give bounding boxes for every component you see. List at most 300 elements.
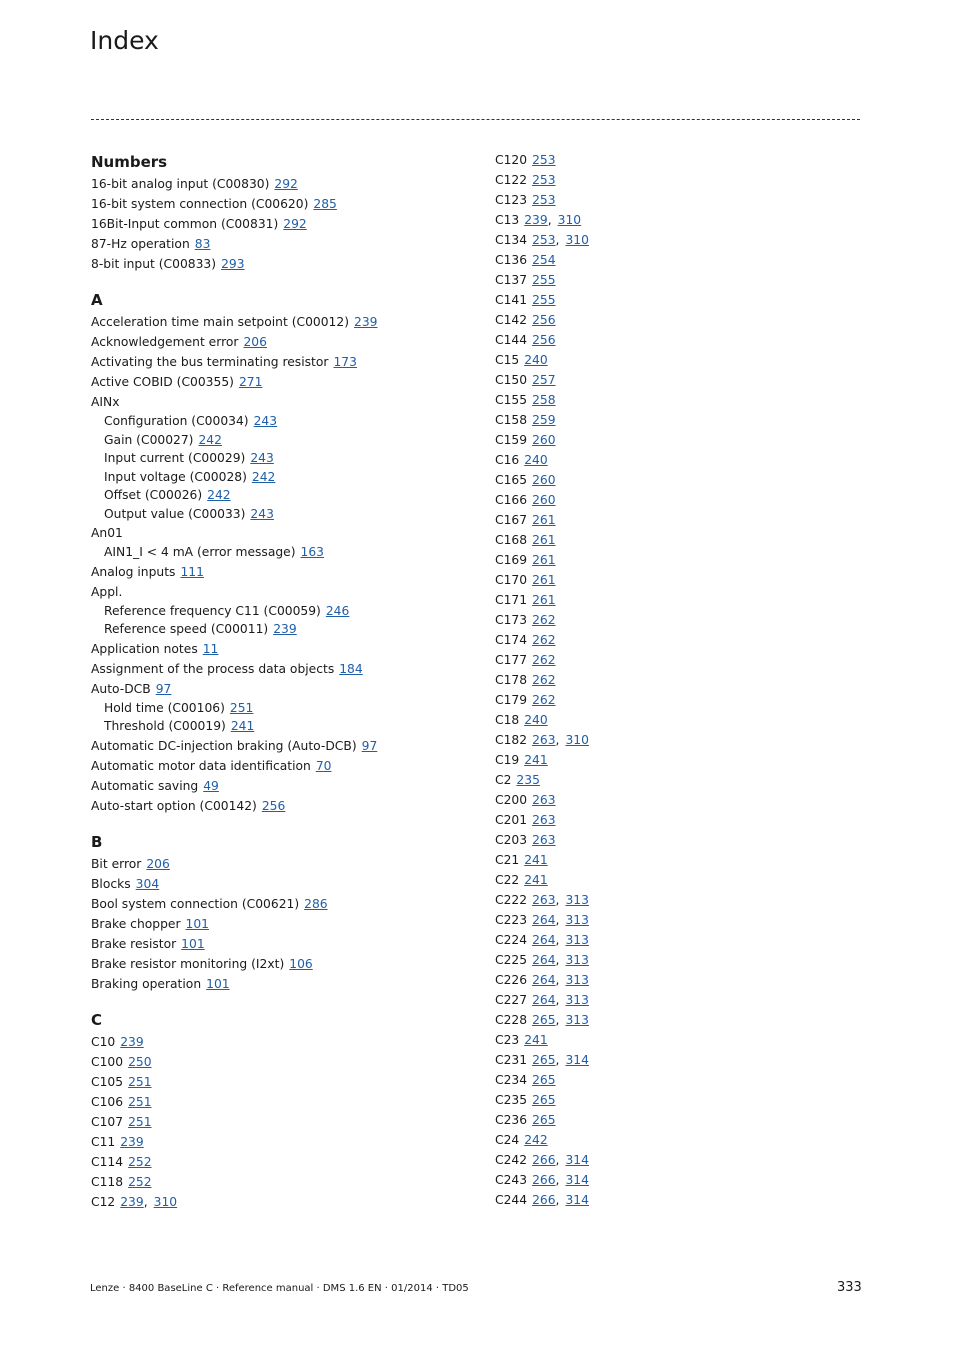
- index-entry: [91, 974, 471, 994]
- index-term: Automatic motor data identification: [91, 758, 311, 773]
- index-entry: [495, 290, 855, 310]
- page-ref-link[interactable]: 256: [532, 333, 556, 347]
- index-entry: [495, 610, 855, 630]
- index-column-left: [91, 150, 471, 1212]
- index-entry: [91, 756, 471, 776]
- index-entry: [495, 710, 855, 730]
- index-entry: [91, 854, 471, 874]
- index-subentry: [91, 505, 471, 524]
- index-term: C122: [495, 173, 528, 187]
- index-subentry: [91, 431, 471, 450]
- page-ref-link[interactable]: 292: [274, 177, 298, 191]
- index-subentry: [91, 543, 471, 562]
- page-ref-link[interactable]: 250: [128, 1054, 152, 1069]
- page-ref-link[interactable]: 253: [532, 193, 556, 207]
- page-ref-link[interactable]: 313: [565, 973, 589, 987]
- index-entry: [495, 870, 855, 890]
- page-ref-link[interactable]: 111: [180, 564, 204, 579]
- page-ref-link[interactable]: 286: [304, 896, 328, 911]
- index-term: C13: [495, 213, 520, 227]
- page-ref-link[interactable]: 241: [524, 853, 548, 867]
- page-ref-link[interactable]: 101: [181, 936, 205, 951]
- page-ref-link[interactable]: 263: [532, 813, 556, 827]
- page-ref-link[interactable]: 241: [524, 873, 548, 887]
- page-ref-link[interactable]: 163: [300, 545, 325, 559]
- page-ref-link[interactable]: 285: [313, 197, 337, 211]
- index-term: C182: [495, 733, 528, 747]
- index-entry: [91, 214, 471, 234]
- index-term: C159: [495, 433, 528, 447]
- index-subentry: [91, 486, 471, 505]
- index-term: Acknowledgement error: [91, 335, 239, 349]
- page-ref-link[interactable]: 243: [250, 506, 274, 521]
- index-entry: [495, 690, 855, 710]
- index-entry: [495, 510, 855, 530]
- page-ref-link[interactable]: 314: [565, 1153, 589, 1167]
- page-ref-link[interactable]: 252: [128, 1154, 152, 1169]
- index-entry: [91, 392, 471, 412]
- index-term: C105: [91, 1074, 124, 1089]
- page-ref-link[interactable]: 310: [557, 213, 582, 227]
- page-ref-link[interactable]: 240: [524, 453, 548, 467]
- page-ref-link[interactable]: 253: [532, 173, 556, 187]
- index-term: 16-bit analog input (C00830): [91, 177, 270, 191]
- ref-separator: ,: [555, 913, 560, 927]
- page-ref-link[interactable]: 239: [120, 1034, 144, 1049]
- index-entry: [91, 174, 471, 194]
- page-ref-link[interactable]: 265: [532, 1073, 556, 1087]
- index-entry: [495, 970, 855, 990]
- page-ref-link[interactable]: 264: [532, 913, 556, 927]
- index-term: 16-bit system connection (C00620): [91, 197, 309, 211]
- page-ref-link[interactable]: 263: [532, 733, 556, 747]
- page-ref-link[interactable]: 240: [524, 713, 548, 727]
- index-subentry: [91, 717, 471, 736]
- index-entry: [91, 796, 471, 816]
- page-ref-link[interactable]: 292: [283, 217, 307, 231]
- page-ref-link[interactable]: 262: [532, 633, 556, 647]
- index-term: An01: [91, 526, 123, 540]
- index-term: C168: [495, 533, 528, 547]
- page-ref-link[interactable]: 240: [524, 353, 548, 367]
- index-term: Brake chopper: [91, 916, 181, 931]
- index-entry: [91, 679, 471, 699]
- index-entry: [495, 1050, 855, 1070]
- index-entry: [91, 934, 471, 954]
- index-term: Reference frequency C11 (C00059): [104, 603, 321, 618]
- page-ref-link[interactable]: 11: [202, 641, 219, 656]
- index-term: C12: [91, 1194, 116, 1209]
- index-entry: [91, 1032, 471, 1052]
- index-entry: [495, 850, 855, 870]
- index-term: Input current (C00029): [104, 451, 246, 465]
- index-entry: [495, 170, 855, 190]
- page-ref-link[interactable]: 313: [565, 893, 589, 907]
- ref-separator: ,: [555, 1053, 560, 1067]
- index-entry: [495, 210, 855, 230]
- index-column-right: [495, 150, 855, 1210]
- index-term: 8-bit input (C00833): [91, 257, 217, 271]
- index-entry: [91, 736, 471, 756]
- page-ref-link[interactable]: 262: [532, 653, 556, 667]
- index-entry: [495, 1010, 855, 1030]
- index-term: C242: [495, 1153, 528, 1167]
- ref-separator: ,: [547, 213, 552, 227]
- index-entry: [495, 590, 855, 610]
- page-ref-link[interactable]: 260: [532, 473, 556, 487]
- page-ref-link[interactable]: 259: [532, 413, 556, 427]
- page-ref-link[interactable]: 265: [532, 1113, 556, 1127]
- index-term: C118: [91, 1174, 124, 1189]
- page-ref-link[interactable]: 257: [532, 373, 556, 387]
- index-term: C167: [495, 513, 528, 527]
- page-ref-link[interactable]: 243: [253, 414, 278, 428]
- index-entry: [495, 770, 855, 790]
- page-ref-link[interactable]: 264: [532, 973, 556, 987]
- index-term: C228: [495, 1013, 528, 1027]
- index-term: C107: [91, 1114, 124, 1129]
- index-term: Offset (C00026): [104, 488, 203, 502]
- index-entry: [495, 750, 855, 770]
- index-entry: [495, 990, 855, 1010]
- page-ref-link[interactable]: 310: [565, 733, 589, 747]
- index-term: C227: [495, 993, 528, 1007]
- index-entry: [495, 950, 855, 970]
- ref-separator: ,: [143, 1194, 148, 1209]
- page-ref-link[interactable]: 313: [565, 993, 589, 1007]
- index-term: C203: [495, 833, 528, 847]
- index-entry: [495, 450, 855, 470]
- page-ref-link[interactable]: 251: [229, 700, 254, 715]
- page-ref-link[interactable]: 266: [532, 1193, 556, 1207]
- page-ref-link[interactable]: 314: [565, 1193, 589, 1207]
- page-ref-link[interactable]: 271: [238, 375, 263, 389]
- page-ref-link[interactable]: 239: [120, 1134, 144, 1149]
- page-ref-link[interactable]: 313: [565, 1013, 589, 1027]
- page-ref-link[interactable]: 264: [532, 953, 556, 967]
- page-ref-link[interactable]: 239: [524, 213, 548, 227]
- ref-separator: ,: [555, 993, 560, 1007]
- index-entry: [495, 230, 855, 250]
- index-subentry: [91, 699, 471, 718]
- page-ref-link[interactable]: 264: [532, 933, 556, 947]
- index-term: C174: [495, 633, 528, 647]
- page-ref-link[interactable]: 313: [565, 953, 589, 967]
- index-entry: [495, 790, 855, 810]
- page-ref-link[interactable]: 206: [243, 335, 267, 349]
- index-term: Analog inputs: [91, 564, 176, 579]
- index-entry: [495, 570, 855, 590]
- index-entry: [91, 1112, 471, 1132]
- index-term: C106: [91, 1094, 124, 1109]
- page-ref-link[interactable]: 243: [250, 451, 274, 465]
- page-ref-link[interactable]: 261: [532, 553, 556, 567]
- index-entry: [91, 234, 471, 254]
- index-entry: [91, 312, 471, 332]
- page-ref-link[interactable]: 310: [565, 233, 589, 247]
- index-term: C236: [495, 1113, 528, 1127]
- page-ref-link[interactable]: 304: [135, 876, 160, 891]
- index-term: C2: [495, 773, 512, 787]
- page-ref-link[interactable]: 239: [354, 315, 378, 329]
- index-term: AINx: [91, 395, 120, 409]
- ref-separator: ,: [555, 233, 560, 247]
- index-entry: [495, 370, 855, 390]
- page-ref-link[interactable]: 242: [198, 432, 222, 447]
- index-entry: [91, 659, 471, 679]
- index-term: 16Bit-Input common (C00831): [91, 217, 279, 231]
- page-ref-link[interactable]: 313: [565, 933, 589, 947]
- page-ref-link[interactable]: 264: [532, 993, 556, 1007]
- page-ref-link[interactable]: 253: [532, 153, 556, 167]
- index-term: C137: [495, 273, 528, 287]
- index-term: C150: [495, 373, 528, 387]
- index-entry: [91, 639, 471, 659]
- index-term: C170: [495, 573, 528, 587]
- index-term: Activating the bus terminating resistor: [91, 355, 329, 369]
- page-ref-link[interactable]: 313: [565, 913, 589, 927]
- index-term: C18: [495, 713, 520, 727]
- index-entry: [495, 190, 855, 210]
- ref-separator: ,: [555, 953, 560, 967]
- index-entry: [91, 332, 471, 352]
- index-term: Bit error: [91, 856, 142, 871]
- index-term: C166: [495, 493, 528, 507]
- index-entry: [91, 372, 471, 392]
- page-ref-link[interactable]: 235: [516, 773, 540, 787]
- page-ref-link[interactable]: 261: [532, 573, 556, 587]
- index-term: Brake resistor: [91, 936, 177, 951]
- page-ref-link[interactable]: 97: [155, 681, 172, 696]
- page-ref-link[interactable]: 251: [128, 1074, 152, 1089]
- page-title: Index: [90, 26, 159, 55]
- index-term: C100: [91, 1054, 124, 1069]
- index-entry: [495, 350, 855, 370]
- index-term: Reference speed (C00011): [104, 622, 269, 636]
- page-ref-link[interactable]: 184: [339, 661, 363, 676]
- page-ref-link[interactable]: 70: [315, 758, 332, 773]
- section-heading-c: C: [91, 1010, 103, 1029]
- page-ref-link[interactable]: 293: [221, 257, 245, 271]
- page-ref-link[interactable]: 314: [565, 1173, 589, 1187]
- index-term: C173: [495, 613, 528, 627]
- index-term: C234: [495, 1073, 528, 1087]
- index-term: C201: [495, 813, 528, 827]
- index-subentry: [91, 412, 471, 431]
- index-entry: [495, 890, 855, 910]
- index-entry: [495, 910, 855, 930]
- index-term: Acceleration time main setpoint (C00012): [91, 315, 350, 329]
- ref-separator: ,: [555, 893, 560, 907]
- index-entry: [91, 562, 471, 582]
- page-ref-link[interactable]: 206: [146, 856, 170, 871]
- page-ref-link[interactable]: 251: [128, 1094, 152, 1109]
- index-term: C244: [495, 1193, 528, 1207]
- index-term: Braking operation: [91, 976, 202, 991]
- index-term: Brake resistor monitoring (I2xt): [91, 956, 285, 971]
- page-ref-link[interactable]: 106: [289, 956, 313, 971]
- ref-separator: ,: [555, 1153, 560, 1167]
- page-ref-link[interactable]: 261: [532, 513, 556, 527]
- page-ref-link[interactable]: 239: [120, 1194, 144, 1209]
- ref-separator: ,: [555, 733, 560, 747]
- page-ref-link[interactable]: 255: [532, 293, 556, 307]
- index-term: C178: [495, 673, 528, 687]
- index-term: C144: [495, 333, 528, 347]
- index-entry: [495, 730, 855, 750]
- page-ref-link[interactable]: 261: [532, 593, 556, 607]
- page-ref-link[interactable]: 101: [206, 976, 230, 991]
- index-term: Assignment of the process data objects: [91, 661, 335, 676]
- index-term: C15: [495, 353, 520, 367]
- index-entry: [91, 1172, 471, 1192]
- index-entry: [495, 270, 855, 290]
- page-ref-link[interactable]: 252: [128, 1174, 152, 1189]
- page-ref-link[interactable]: 266: [532, 1153, 556, 1167]
- index-entry: [495, 1150, 855, 1170]
- page-ref-link[interactable]: 265: [532, 1053, 556, 1067]
- index-term: C23: [495, 1033, 520, 1047]
- index-term: AIN1_I < 4 mA (error message): [104, 545, 296, 559]
- section-heading-b: B: [91, 832, 103, 851]
- index-entry: [495, 150, 855, 170]
- index-entry: [91, 1092, 471, 1112]
- index-term: C243: [495, 1173, 528, 1187]
- index-term: Blocks: [91, 876, 131, 891]
- page-ref-link[interactable]: 261: [532, 533, 556, 547]
- index-subentry: [91, 449, 471, 468]
- ref-separator: ,: [555, 1173, 560, 1187]
- index-term: C171: [495, 593, 528, 607]
- index-entry: [91, 776, 471, 796]
- index-entry: [91, 914, 471, 934]
- ref-separator: ,: [555, 933, 560, 947]
- page-ref-link[interactable]: 263: [532, 833, 556, 847]
- page-ref-link[interactable]: 241: [524, 1033, 548, 1047]
- page-ref-link[interactable]: 83: [194, 237, 211, 251]
- index-entry: [495, 390, 855, 410]
- index-entry: [91, 1192, 471, 1212]
- index-term: Appl.: [91, 584, 123, 599]
- page-ref-link[interactable]: 260: [532, 433, 556, 447]
- page-ref-link[interactable]: 97: [361, 738, 378, 753]
- index-entry: [495, 650, 855, 670]
- index-term: C222: [495, 893, 528, 907]
- index-entry: [495, 1090, 855, 1110]
- page-ref-link[interactable]: 263: [532, 893, 556, 907]
- page-ref-link[interactable]: 263: [532, 793, 556, 807]
- index-entry: [91, 523, 471, 543]
- footer-text: Lenze · 8400 BaseLine C · Reference manual · DMS 1.6 EN · 01/2014 · TD05: [90, 1283, 469, 1294]
- index-term: C19: [495, 753, 520, 767]
- page-ref-link[interactable]: 262: [532, 693, 556, 707]
- index-entry: [91, 194, 471, 214]
- index-entry: [495, 830, 855, 850]
- page-ref-link[interactable]: 242: [251, 469, 276, 484]
- section-heading-numbers: Numbers: [91, 153, 168, 171]
- page-ref-link[interactable]: 256: [261, 798, 286, 813]
- index-entry: [91, 1152, 471, 1172]
- index-term: Auto-start option (C00142): [91, 798, 257, 813]
- page-ref-link[interactable]: 260: [532, 493, 556, 507]
- page-ref-link[interactable]: 265: [532, 1093, 556, 1107]
- index-entry: [495, 530, 855, 550]
- page-ref-link[interactable]: 265: [532, 1013, 556, 1027]
- page-ref-link[interactable]: 246: [325, 603, 350, 618]
- page-ref-link[interactable]: 173: [333, 355, 357, 369]
- index-term: C179: [495, 693, 528, 707]
- page-ref-link[interactable]: 241: [524, 753, 548, 767]
- page-ref-link[interactable]: 266: [532, 1173, 556, 1187]
- index-term: C224: [495, 933, 528, 947]
- index-entry: [495, 670, 855, 690]
- page-ref-link[interactable]: 262: [532, 613, 556, 627]
- index-entry: [91, 894, 471, 914]
- index-entry: [495, 430, 855, 450]
- page-ref-link[interactable]: 254: [532, 253, 556, 267]
- ref-separator: ,: [555, 1013, 560, 1027]
- index-entry: [495, 1030, 855, 1050]
- index-term: C235: [495, 1093, 528, 1107]
- page-ref-link[interactable]: 251: [128, 1114, 152, 1129]
- index-term: Auto-DCB: [91, 681, 151, 696]
- index-term: C22: [495, 873, 520, 887]
- index-term: C11: [91, 1134, 116, 1149]
- page-ref-link[interactable]: 241: [230, 719, 255, 733]
- index-term: C225: [495, 953, 528, 967]
- header-divider: [91, 119, 860, 120]
- section-heading-a: A: [91, 291, 103, 309]
- index-entry: [91, 954, 471, 974]
- index-term: C134: [495, 233, 528, 247]
- page-ref-link[interactable]: 101: [185, 916, 209, 931]
- index-term: Automatic DC-injection braking (Auto-DCB): [91, 738, 357, 753]
- index-term: C141: [495, 293, 528, 307]
- index-entry: [495, 330, 855, 350]
- page-ref-link[interactable]: 258: [532, 393, 556, 407]
- index-entry: [495, 470, 855, 490]
- page-ref-link[interactable]: 310: [153, 1194, 178, 1209]
- index-subentry: [91, 468, 471, 487]
- index-term: C24: [495, 1133, 520, 1147]
- index-term: C114: [91, 1154, 124, 1169]
- index-term: C155: [495, 393, 528, 407]
- index-entry: [91, 874, 471, 894]
- page-ref-link[interactable]: 256: [532, 313, 556, 327]
- index-term: Output value (C00033): [104, 506, 246, 521]
- index-entry: [495, 550, 855, 570]
- index-term: C142: [495, 313, 528, 327]
- index-subentry: [91, 602, 471, 621]
- index-entry: [495, 1130, 855, 1150]
- index-term: C136: [495, 253, 528, 267]
- page-ref-link[interactable]: 242: [207, 488, 231, 502]
- index-term: C169: [495, 553, 528, 567]
- index-entry: [495, 410, 855, 430]
- index-entry: [495, 1190, 855, 1210]
- index-entry: [495, 930, 855, 950]
- page-ref-link[interactable]: 49: [203, 778, 219, 793]
- page-ref-link[interactable]: 242: [524, 1133, 548, 1147]
- page-ref-link[interactable]: 262: [532, 673, 556, 687]
- page-ref-link[interactable]: 255: [532, 273, 556, 287]
- index-term: Hold time (C00106): [104, 700, 225, 715]
- page-ref-link[interactable]: 239: [273, 622, 297, 636]
- page-ref-link[interactable]: 314: [565, 1053, 589, 1067]
- index-term: C165: [495, 473, 528, 487]
- page-ref-link[interactable]: 253: [532, 233, 556, 247]
- index-term: Gain (C00027): [104, 432, 194, 447]
